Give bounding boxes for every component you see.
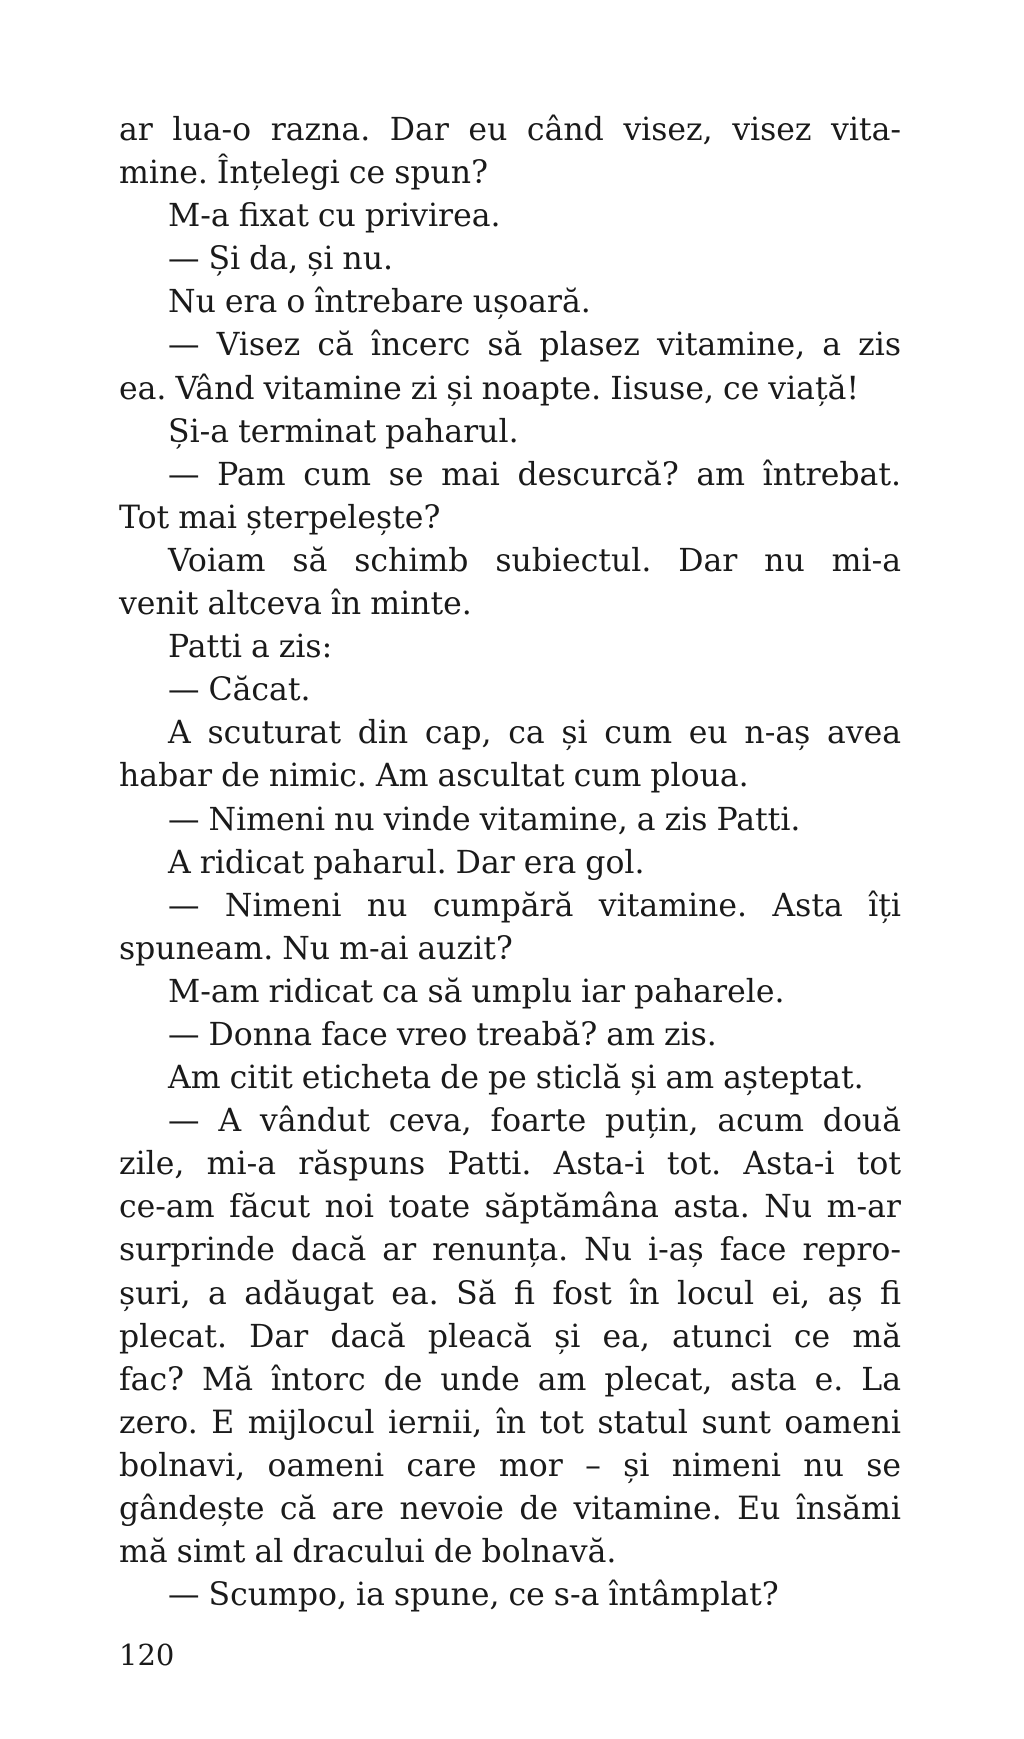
text-line: — Căcat. [168, 672, 311, 709]
text-line: zile, mi-a răspuns Patti. Asta-i tot. Asta-i tot [119, 1146, 901, 1183]
text-line: spuneam. Nu m-ai auzit? [119, 930, 513, 967]
text-line: habar de nimic. Am ascultat cum ploua. [119, 758, 749, 795]
text-line: ea. Vând vitamine zi și noapte. Iisuse, ce viață! [119, 370, 860, 407]
text-line: — Și da, și nu. [168, 241, 393, 278]
text-line: Patti a zis: [168, 629, 333, 666]
text-line: — Nimeni nu vinde vitamine, a zis Patti. [168, 801, 801, 838]
text-line: — Donna face vreo treabă? am zis. [168, 1016, 717, 1053]
text-line: A scuturat din cap, ca și cum eu n-aș avea [168, 715, 901, 752]
text-line: — Visez că încerc să plasez vitamine, a zis [168, 327, 901, 364]
text-line: — Nimeni nu cumpără vitamine. Asta îți [168, 887, 901, 924]
book-page-text [119, 109, 901, 1617]
text-line: surprinde dacă ar renunța. Nu i-aș face repro- [119, 1232, 901, 1269]
page-number: 120 [119, 1638, 175, 1672]
text-line: șuri, a adăugat ea. Să fi fost în locul ei, aș fi [119, 1275, 901, 1312]
text-line: — Pam cum se mai descurcă? am întrebat. [168, 456, 901, 493]
text-line: — Scumpo, ia spune, ce s-a întâmplat? [168, 1577, 779, 1614]
text-line: — A vândut ceva, foarte puțin, acum două [168, 1103, 901, 1140]
text-line: Nu era o întrebare ușoară. [168, 284, 591, 321]
text-line: mine. Înțelegi ce spun? [119, 155, 488, 192]
text-line: Am citit eticheta de pe sticlă și am așteptat. [168, 1060, 864, 1097]
text-line: Tot mai șterpelește? [119, 499, 441, 536]
text-line: plecat. Dar dacă pleacă și ea, atunci ce mă [119, 1318, 901, 1355]
text-line: M-am ridicat ca să umplu iar paharele. [168, 973, 785, 1010]
text-line: A ridicat paharul. Dar era gol. [168, 844, 645, 881]
text-line: M-a fixat cu privirea. [168, 198, 501, 235]
text-line: Și-a terminat paharul. [168, 413, 519, 450]
text-line: ce-am făcut noi toate săptămâna asta. Nu m-ar [119, 1189, 901, 1226]
text-line: fac? Mă întorc de unde am plecat, asta e. La [119, 1361, 901, 1398]
text-line: gândește că are nevoie de vitamine. Eu însămi [119, 1491, 901, 1527]
text-line: bolnavi, oameni care mor – și nimeni nu se [119, 1447, 901, 1484]
text-line: Voiam să schimb subiectul. Dar nu mi-a [168, 542, 901, 579]
text-line: zero. E mijlocul iernii, în tot statul sunt oameni [119, 1404, 901, 1441]
text-line: ar lua-o razna. Dar eu când visez, visez vita- [119, 112, 901, 148]
text-line: mă simt al dracului de bolnavă. [119, 1534, 617, 1571]
text-line: venit altceva în minte. [119, 586, 472, 623]
